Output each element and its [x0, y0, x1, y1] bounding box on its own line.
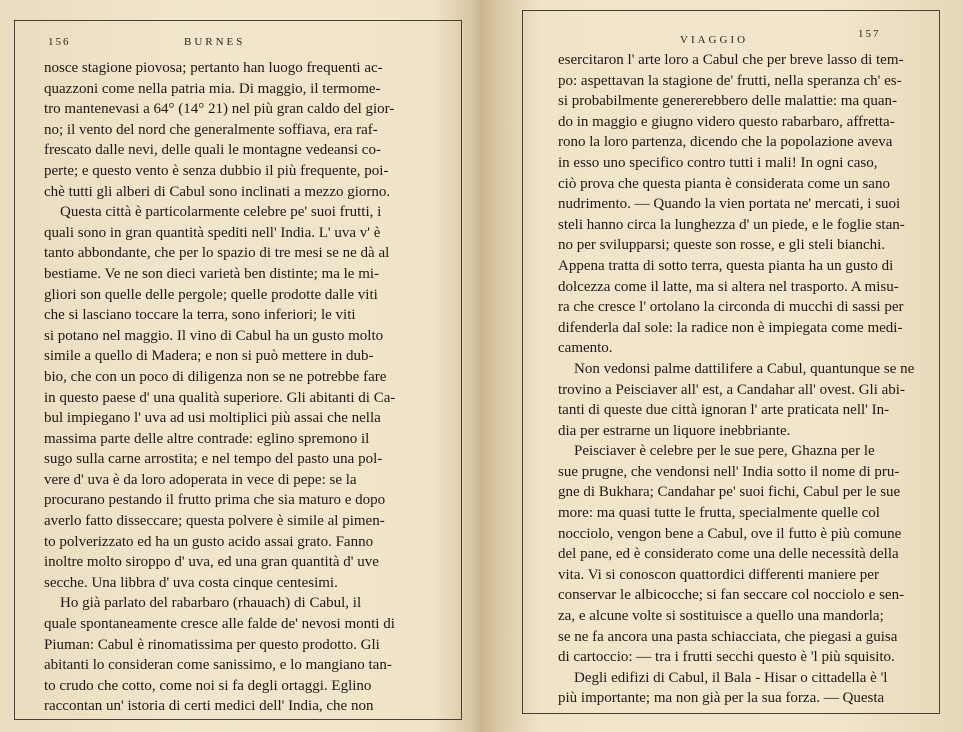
text-line: gliori son quelle delle pergole; quelle prodotte dalle viti: [44, 286, 378, 303]
text-line: nosce stagione piovosa; pertanto han luogo frequenti ac-: [44, 60, 383, 76]
text-line: gne di Bukhara; Candahar pe' suoi fichi, Cabul per le sue: [558, 484, 901, 501]
right-page-text: [558, 50, 956, 709]
text-line: in questo paese d' una qualità superiore. Gli abitanti di Ca-: [44, 389, 396, 406]
text-line: abitanti lo consideran come sanissimo, e lo mangiano tan-: [44, 657, 392, 674]
text-line: ciò prova che questa pianta è considerata come un sano: [558, 175, 890, 192]
text-line: rono la loro partenza, dicendo che la popolazione aveva: [558, 134, 893, 151]
text-line: procurano pestando il frutto prima che sia maturo e dopo: [44, 492, 386, 509]
text-line: difenderla dal sole: la radice non è impiegata come medi-: [558, 319, 903, 336]
text-line: simile a quello di Madera; e non si può mettere in dub-: [44, 348, 374, 365]
text-line: raccontan un' istoria di certi medici dell' India, che non: [44, 698, 374, 715]
right-page: [484, 0, 963, 732]
right-running-title: VIAGGIO: [680, 34, 749, 46]
text-line: secche. Una libbra d' uva costa cinque centesimi.: [44, 574, 338, 591]
text-line: del pane, ed è considerato come una delle necessità della: [558, 546, 899, 563]
text-line: di cartoccio: — tra i frutti secchi questo è 'l più squisito.: [558, 649, 895, 666]
text-line: no; il vento del nord che generalmente soffiava, era raf-: [44, 121, 378, 138]
text-line: nudrimento. — Quando la vien portata ne' mercati, i suoi: [558, 196, 901, 213]
text-line: frescato dalle nevi, delle quali le montagne vedeansi co-: [44, 142, 381, 159]
text-line: nocciolo, vengon bene a Cabul, ove il futto è più comune: [558, 525, 902, 542]
left-page-number: 156: [48, 36, 71, 48]
text-line: Ho già parlato del rabarbaro (rhauach) di Cabul, il: [60, 595, 362, 612]
text-line: Questa città è particolarmente celebre pe' suoi frutti, i: [60, 204, 382, 221]
text-line: dia per estrarne un liquore inebbriante.: [558, 422, 791, 439]
text-line: camento.: [558, 340, 613, 357]
text-line: to crudo che cotto, come noi si fa degli ortaggi. Eglino: [44, 677, 372, 694]
text-line: tanti di queste due città ignoran l' arte praticata nell' In-: [558, 402, 890, 419]
left-page: [0, 0, 478, 732]
text-line: vita. Vi si conoscon quattordici differenti maniere per: [558, 566, 879, 583]
text-line: to polverizzato ed ha un gusto acido assai grato. Fanno: [44, 533, 374, 550]
text-line: po: aspettavan la stagione de' frutti, nella speranza ch' es-: [558, 72, 902, 89]
text-line: perte; e questo vento è senza dubbio il più frequente, poi-: [44, 162, 389, 179]
text-line: si probabilmente genererebbero delle malattie: ma quan-: [558, 93, 898, 110]
text-line: dolcezza come il latte, ma si altera nel trasporto. A misu-: [558, 278, 899, 295]
text-line: quazzoni come nella patria mia. Di maggio, il termome-: [44, 80, 381, 97]
text-line: trovino a Peisciaver all' est, a Candahar all' ovest. Gli abi-: [558, 381, 905, 398]
text-line: esercitaron l' arte loro a Cabul che per breve lasso di tem-: [558, 52, 904, 68]
text-line: bestiame. Ve ne son dieci varietà ben distinte; ma le mi-: [44, 265, 380, 282]
text-line: do in maggio e giugno videro questo rabarbaro, affretta-: [558, 113, 895, 130]
text-line: vere d' uva è da loro adoperata in vece di pepe: se la: [44, 471, 357, 488]
text-line: quale spontaneamente cresce alle falde de' nevosi monti di: [44, 616, 395, 633]
text-line: Appena tratta di sotto terra, questa pianta ha un gusto di: [558, 257, 894, 274]
text-line: tro mantenevasi a 64° (14° 21) nel più gran caldo del gior-: [44, 101, 395, 118]
text-line: sue prugne, che vendonsi nell' India sotto il nome di pru-: [558, 463, 900, 480]
text-line: se ne fa ancora una pasta schiacciata, che piegasi a guisa: [558, 628, 898, 645]
text-line: in esso uno specifico contro tutti i mali! In ogni caso,: [558, 154, 878, 171]
left-page-text: [44, 58, 454, 717]
text-line: inoltre molto siroppo d' uva, ed una gran quantità d' uve: [44, 554, 379, 571]
text-line: che si lasciano toccare la terra, sono inferiori; le viti: [44, 307, 356, 324]
right-page-number: 157: [858, 28, 881, 40]
text-line: bul impiegano l' uva ad usi moltiplici più assai che nella: [44, 410, 381, 427]
left-running-title: BURNES: [184, 36, 246, 48]
text-line: massima parte delle altre contrade: eglino spremono il: [44, 430, 370, 447]
text-line: chè tutti gli alberi di Cabul sono inclinati a mezzo giorno.: [44, 183, 391, 200]
text-line: averlo fatto disseccare; questa polvere è simile al pimen-: [44, 513, 385, 530]
text-line: bio, che con un poco di diligenza non se ne potrebbe fare: [44, 368, 387, 385]
text-line: tanto abbondante, che per lo spazio di tre mesi se ne dà al: [44, 245, 390, 262]
text-line: za, e alcune volte si sostituisce a quello una mandorla;: [558, 608, 884, 625]
text-line: Peisciaver è celebre per le sue pere, Ghazna per le: [574, 443, 875, 460]
text-line: conservar le albicocche; si fan seccare col nocciolo e sen-: [558, 587, 905, 604]
text-line: più importante; ma non già per la sua forza. — Questa: [558, 690, 885, 707]
text-line: sugo sulla carne arrostita; e nel tempo del pasto una pol-: [44, 451, 383, 468]
text-line: quali sono in gran quantità spediti nell' India. L' uva v' è: [44, 224, 381, 241]
text-line: ra che cresce l' ortolano la circonda di mucchi di sassi per: [558, 299, 904, 316]
text-line: Non vedonsi palme dattilifere a Cabul, quantunque se ne: [574, 360, 915, 377]
text-line: steli hanno circa la lunghezza d' un piede, e le foglie stan-: [558, 216, 905, 233]
text-line: no per svilupparsi; queste son rosse, e gli steli bianchi.: [558, 237, 886, 254]
text-line: Piuman: Cabul è rinomatissima per questo prodotto. Gli: [44, 636, 380, 653]
text-line: more: ma quasi tutte le frutta, specialmente quelle col: [558, 505, 880, 522]
text-line: Degli edifizi di Cabul, il Bala - Hisar o cittadella è 'l: [574, 669, 888, 686]
text-line: si potano nel maggio. Il vino di Cabul ha un gusto molto: [44, 327, 384, 344]
